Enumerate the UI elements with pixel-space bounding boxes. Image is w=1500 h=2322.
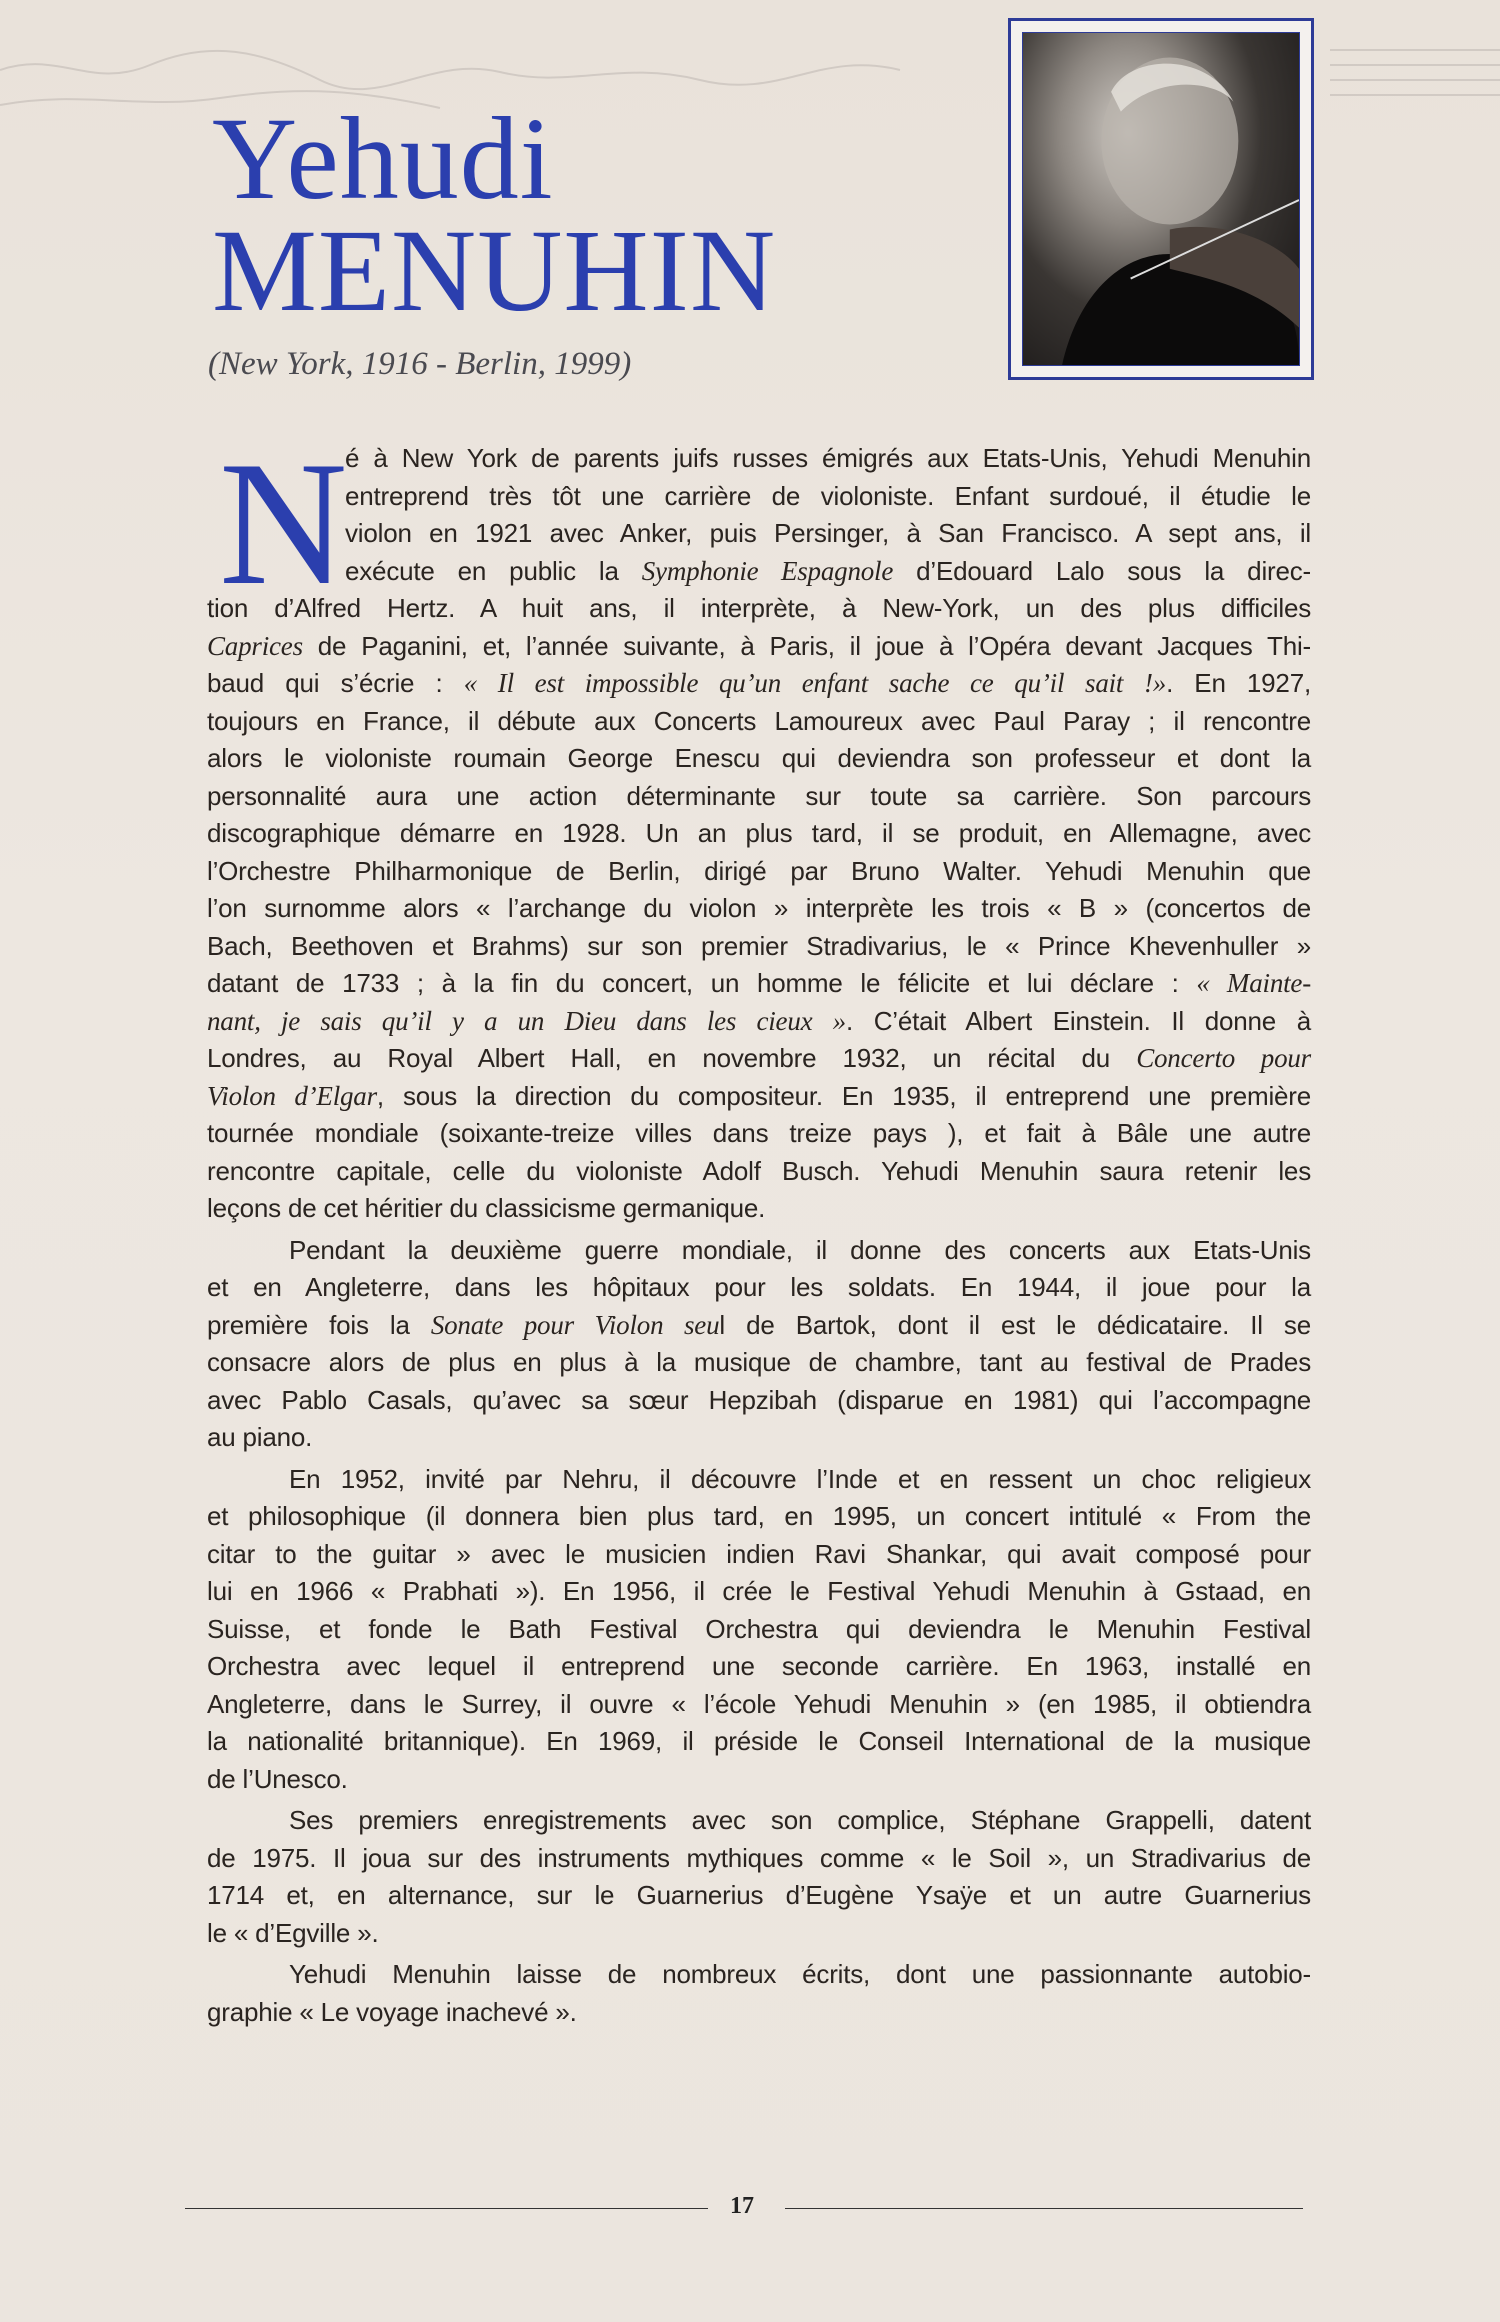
text-segment: personnalité aura une action déterminante sur toute sa carrière. Son parcours	[207, 780, 1311, 811]
text-segment: violon en 1921 avec Anker, puis Persinger, à San Francisco. A sept ans, il	[345, 518, 1311, 548]
text-line	[207, 1761, 1311, 1799]
portrait-frame	[1008, 18, 1314, 380]
paragraph	[207, 1956, 1311, 2031]
title-last-name: MENUHIN	[212, 205, 777, 336]
text-segment: citar to the guitar » avec le musicien indien Ravi Shankar, qui avait composé pour	[207, 1538, 1311, 1569]
title-first-name: Yehudi	[212, 93, 554, 224]
text-line	[207, 553, 1311, 591]
text-segment: le « d’Egville ».	[207, 1917, 379, 1948]
text-segment: discographique démarre en 1928. Un an plus tard, il se produit, en Allemagne, avec	[207, 818, 1311, 848]
text-line	[207, 1877, 1311, 1915]
text-line	[207, 1611, 1311, 1649]
text-segment: l’Orchestre Philharmonique de Berlin, dirigé par Bruno Walter. Yehudi Menuhin que	[207, 855, 1311, 886]
text-line	[207, 1802, 1311, 1840]
text-line	[207, 1040, 1311, 1078]
text-line	[207, 853, 1311, 891]
text-line	[207, 1269, 1311, 1307]
text-segment: . C’était Albert Einstein. Il donne à	[845, 1005, 1311, 1036]
text-segment: Pendant la deuxième guerre mondiale, il donne des concerts aux Etats-Unis	[289, 1234, 1311, 1265]
text-segment: , sous la direction du compositeur. En 1935, il entreprend une première	[376, 1080, 1312, 1111]
text-line	[207, 1461, 1311, 1499]
text-segment: Suisse, et fonde le Bath Festival Orchestra qui deviendra le Menuhin Festival	[207, 1613, 1311, 1644]
portrait-photo	[1022, 32, 1300, 366]
text-segment: toujours en France, il débute aux Concerts Lamoureux avec Paul Paray ; il rencontre	[207, 705, 1311, 736]
text-segment: au piano.	[207, 1422, 313, 1452]
drop-cap: N	[219, 424, 348, 622]
page-number: 17	[730, 2193, 754, 2219]
text-line	[207, 740, 1311, 778]
text-segment: lui en 1966 « Prabhati »). En 1956, il crée le Festival Yehudi Menuhin à Gstaad, en	[207, 1576, 1311, 1606]
text-segment: l’on surnomme alors « l’archange du violon » interprète les trois « B » (concertos de	[207, 893, 1311, 923]
text-segment: leçons de cet héritier du classicisme germanique.	[207, 1193, 766, 1223]
text-segment: et philosophique (il donnera bien plus tard, en 1995, un concert intitulé « From the	[207, 1501, 1311, 1531]
italic-text: « Il est impossible qu’un enfant sache ce qu’il sait !»	[463, 668, 1167, 698]
text-line	[207, 478, 1311, 516]
text-segment: d’Edouard Lalo sous la direc-	[893, 555, 1311, 586]
italic-text: Violon d’Elgar	[207, 1080, 377, 1111]
text-segment: la nationalité britannique). En 1969, il préside le Conseil International de la musique	[207, 1726, 1311, 1756]
italic-text: nant, je sais qu’il y a un Dieu dans les cieux »	[207, 1005, 846, 1036]
text-segment: consacre alors de plus en plus à la musique de chambre, tant au festival de Prades	[207, 1347, 1311, 1377]
text-segment: é à New York de parents juifs russes émigrés aux Etats-Unis, Yehudi Menuhin	[345, 443, 1311, 473]
text-line	[207, 1382, 1311, 1420]
text-line	[207, 628, 1311, 666]
text-line	[207, 665, 1311, 703]
paragraph	[207, 424, 1312, 1228]
text-segment: datant de 1733 ; à la fin du concert, un homme le félicite et lui déclare :	[207, 968, 1197, 998]
text-line	[207, 1956, 1311, 1994]
text-segment: l de Bartok, dont il est le dédicataire. Il se	[719, 1309, 1311, 1340]
text-line	[207, 1232, 1311, 1270]
italic-text: Concerto pour	[1136, 1043, 1311, 1073]
text-line	[207, 1536, 1311, 1574]
text-line	[207, 928, 1311, 966]
text-segment: exécute en public la	[345, 555, 642, 586]
text-line	[207, 1003, 1311, 1041]
text-line	[207, 515, 1311, 553]
text-segment: Angleterre, dans le Surrey, il ouvre « l’école Yehudi Menuhin » (en 1985, il obtiendra	[207, 1688, 1311, 1719]
text-segment: et en Angleterre, dans les hôpitaux pour les soldats. En 1944, il joue pour la	[207, 1272, 1311, 1302]
text-segment: première fois la	[207, 1309, 431, 1340]
text-line	[207, 890, 1311, 928]
text-line	[207, 1078, 1311, 1116]
text-line	[207, 1994, 1311, 2032]
footer-rule-right	[785, 2208, 1303, 2209]
text-segment: de 1975. Il joua sur des instruments mythiques comme « le Soil », un Stradivarius de	[207, 1842, 1311, 1873]
italic-text: Sonate pour Violon seu	[430, 1309, 720, 1340]
text-segment: alors le violoniste roumain George Enescu qui deviendra son professeur et dont la	[207, 743, 1311, 773]
text-segment: Londres, au Royal Albert Hall, en novembre 1932, un récital du	[207, 1043, 1137, 1073]
text-segment: Bach, Beethoven et Brahms) sur son premier Stradivarius, le « Prince Khevenhuller »	[207, 930, 1311, 961]
text-line	[207, 1153, 1311, 1191]
text-line	[207, 703, 1311, 741]
text-segment: . En 1927,	[1166, 668, 1311, 698]
text-segment: tion d’Alfred Hertz. A huit ans, il interprète, à New-York, un des plus difficiles	[207, 593, 1311, 623]
italic-text: « Mainte-	[1196, 968, 1311, 998]
text-line	[207, 1115, 1311, 1153]
text-segment: baud qui s’écrie :	[207, 668, 464, 698]
text-segment: entreprend très tôt une carrière de violoniste. Enfant surdoué, il étudie le	[345, 480, 1311, 511]
paragraph	[207, 1232, 1311, 1457]
text-line	[207, 1723, 1311, 1761]
text-line	[207, 1686, 1311, 1724]
text-segment: graphie « Le voyage inachevé ».	[207, 1996, 577, 2027]
text-segment: de l’Unesco.	[207, 1763, 348, 1794]
text-line	[207, 1307, 1311, 1345]
text-line	[207, 1498, 1311, 1536]
italic-text: Symphonie Espagnole	[641, 555, 894, 586]
text-segment: de Paganini, et, l’année suivante, à Paris, il joue à l’Opéra devant Jacques Thi-	[302, 630, 1311, 661]
italic-text: Caprices	[207, 630, 303, 661]
subtitle-dates: (New York, 1916 - Berlin, 1999)	[208, 346, 632, 382]
text-line	[207, 815, 1311, 853]
paragraph	[207, 1461, 1311, 1799]
text-segment: avec Pablo Casals, qu’avec sa sœur Hepzibah (disparue en 1981) qui l’accompagne	[207, 1384, 1311, 1415]
text-line	[207, 440, 1311, 478]
text-line	[207, 1573, 1311, 1611]
text-line	[207, 965, 1311, 1003]
text-line	[207, 590, 1311, 628]
text-line	[207, 778, 1311, 816]
paragraph	[207, 1802, 1311, 1952]
text-line	[207, 1344, 1311, 1382]
text-segment: Ses premiers enregistrements avec son complice, Stéphane Grappelli, datent	[289, 1805, 1311, 1835]
text-segment: 1714 et, en alternance, sur le Guarnerius d’Eugène Ysaÿe et un autre Guarnerius	[207, 1880, 1311, 1910]
text-segment: tournée mondiale (soixante-treize villes dans treize pays ), et fait à Bâle une autre	[207, 1118, 1311, 1148]
text-line	[207, 1840, 1311, 1878]
footer-rule-left	[185, 2208, 708, 2209]
article-body	[207, 424, 1312, 2035]
text-segment: En 1952, invité par Nehru, il découvre l’Inde et en ressent un choc religieux	[289, 1463, 1311, 1494]
text-line	[207, 1648, 1311, 1686]
text-line	[207, 1419, 1311, 1457]
text-segment: Orchestra avec lequel il entreprend une seconde carrière. En 1963, installé en	[207, 1651, 1311, 1681]
text-segment: rencontre capitale, celle du violoniste Adolf Busch. Yehudi Menuhin saura retenir les	[207, 1155, 1311, 1186]
text-segment: Yehudi Menuhin laisse de nombreux écrits, dont une passionnante autobio-	[289, 1959, 1311, 1989]
text-line	[207, 1190, 1311, 1228]
text-line	[207, 1915, 1311, 1953]
